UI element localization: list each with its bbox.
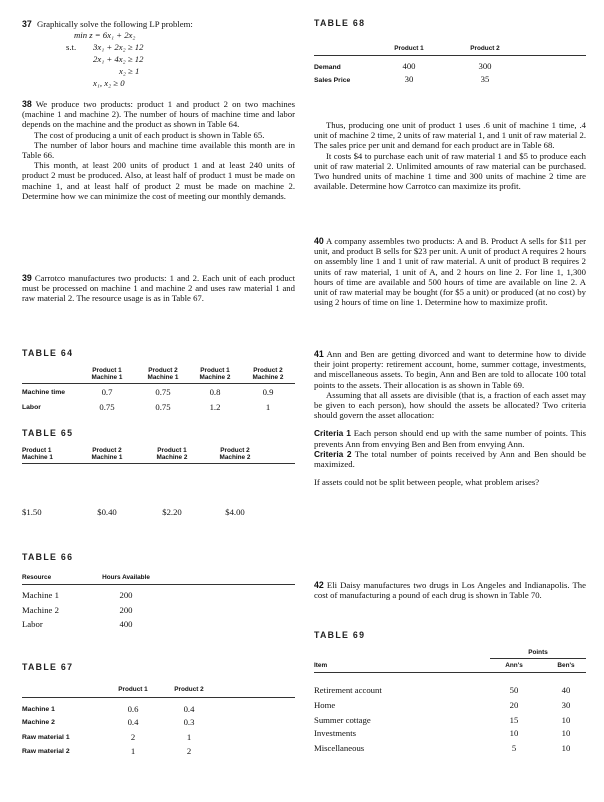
column-header: Hours Available: [102, 574, 150, 581]
table-cell: 10: [509, 728, 519, 738]
table-cell: 0.4: [127, 717, 139, 727]
table-rule: [314, 55, 586, 56]
table-rule: [22, 383, 295, 384]
column-header: Product 2 Machine 2: [252, 367, 284, 382]
row-label: Retirement account: [314, 685, 382, 695]
paragraph: It costs $4 to purchase each unit of raw material 1 and $5 to produce each unit of raw material 2. Unlimited amounts of raw material can be purchased. Two hundred units of machine 1 time and 300 units of machine 2 time are available. Determine how Carrotco can maximize its profit.: [314, 150, 586, 192]
column-header: Product 2: [174, 686, 204, 693]
row-label: Sales Price: [314, 77, 351, 84]
row-label: Miscellaneous: [314, 743, 365, 753]
table-cell: 10: [561, 715, 571, 725]
column-header: Product 1 Machine 2: [156, 447, 188, 462]
table-cell: 0.75: [155, 387, 171, 397]
table-cell: $4.00: [225, 507, 245, 517]
problem-39-continued: [314, 120, 586, 191]
row-label: Summer cottage: [314, 715, 371, 725]
column-header: Product 1 Machine 1: [91, 367, 123, 382]
column-header: Product 1 Machine 2: [199, 367, 231, 382]
table-cell: 0.6: [127, 704, 139, 714]
table-cell: 0.7: [101, 387, 113, 397]
row-label: Machine 1: [22, 706, 55, 713]
table-67: [22, 659, 295, 769]
table-rule: [314, 672, 586, 673]
table-cell: 400: [402, 61, 416, 71]
table-cell: 10: [561, 743, 571, 753]
paragraph-text: A company assembles two products: A and B. Product A sells for $11 per unit, and product B sells for $23 per unit. A unit of product A requires 2 hours on assembly line 1 and 1 unit of raw material. A unit of product B requires 2 units of raw material, 1 unit of A, and 2 hours on line 2. For line 1, 1,300 hours of time are available and 500 hours of time are available on line 2. A unit of raw material may be bought (for $5 a unit) or produced (at no cost) by using 2 hours of time on line 1. Determine how to maximize profit.: [314, 236, 586, 308]
table-caption: TABLE 67: [22, 662, 74, 672]
table-caption: TABLE 68: [314, 18, 366, 28]
column-header: Product 2: [470, 45, 500, 52]
table-rule: [22, 463, 295, 464]
problem-41: [314, 349, 586, 487]
row-label: Machine 1: [22, 590, 59, 600]
table-cell: $1.50: [22, 507, 42, 517]
problem-number: 41: [314, 349, 324, 359]
problem-number: 40: [314, 236, 324, 246]
paragraph: Thus, producing one unit of product 1 uses .6 unit of machine 1 time, .4 unit of machine 2 time, 2 units of raw material 1, and 1 unit of raw material 2. The sales price per unit and demand for each product are in Table 68.: [314, 120, 586, 151]
paragraph: Assuming that all assets are divisible (that is, a fraction of each asset may be given to each person), how should the assets be allocated? Two criteria should govern the asset allocation:: [314, 389, 586, 421]
table-cell: 2: [186, 746, 192, 756]
column-header: Resource: [22, 574, 52, 581]
table-cell: 2: [130, 732, 136, 742]
table-cell: 1: [186, 732, 192, 742]
problem-37: [22, 19, 295, 29]
column-group-header: Points: [528, 649, 548, 656]
lp-constraint-3: x₂ ≥ 1: [119, 66, 140, 76]
criteria-text: Each person should end up with the same number of points. This prevents Ann from envying Ben and Ben from envying Ann.: [314, 428, 586, 449]
table-cell: 15: [509, 715, 519, 725]
row-label: Home: [314, 700, 336, 710]
criteria-label: Criteria 2: [314, 448, 352, 459]
problem-38-para-4: This month, at least 200 units of product 1 and at least 240 units of product 2 must be produced. Also, at least half of product 1 must be made on machine 1, and at least half of product 2 must be made on machine 2. Determine how we can minimize the cost of meeting our monthly demands.: [22, 160, 295, 201]
row-label: Machine 2: [22, 605, 59, 615]
table-cell: 35: [480, 74, 490, 84]
column-header: Product 1: [118, 686, 148, 693]
table-cell: 0.3: [183, 717, 195, 727]
table-cell: 50: [509, 685, 519, 695]
table-cell: 0.8: [209, 387, 221, 397]
table-65: [22, 425, 295, 515]
problem-number: 38: [22, 99, 32, 109]
table-cell: $2.20: [162, 507, 182, 517]
paragraph-text: Carrotco manufactures two products: 1 and 2. Each unit of each product must be processed on machine 1 and machine 2 and uses raw material 1 and raw material 2. The resource usage is as in Table 67.: [22, 273, 296, 304]
row-label: Raw material 2: [22, 748, 70, 755]
column-header: Product 2 Machine 1: [147, 367, 179, 382]
paragraph: If assets could not be split between people, what problem arises?: [314, 477, 540, 488]
table-rule: [490, 658, 586, 659]
lp-constraint-1: 3x₁ + 2x₂ ≥ 12: [93, 42, 144, 52]
row-label: Investments: [314, 728, 356, 738]
table-cell: 1: [265, 402, 271, 412]
lp-constraint-2: 2x₁ + 4x₂ ≥ 12: [93, 54, 144, 64]
problem-38-para-3: The number of labor hours and machine time available this month are in Table 66.: [22, 139, 295, 161]
problem-40: [314, 236, 586, 307]
table-66: [22, 549, 295, 629]
column-header: Ann's: [505, 662, 523, 669]
table-cell: 1.2: [209, 402, 221, 412]
table-rule: [22, 584, 295, 585]
column-header: Ben's: [557, 662, 575, 669]
problem-42: [314, 580, 586, 600]
table-caption: TABLE 69: [314, 630, 366, 640]
table-cell: 5: [511, 743, 517, 753]
criteria-label: Criteria 1: [314, 428, 351, 439]
table-rule: [22, 697, 295, 698]
row-label: Demand: [314, 64, 341, 71]
lp-constraint-4: x₁, x₂ ≥ 0: [93, 78, 125, 88]
row-label: Raw material 1: [22, 734, 70, 741]
table-69: [314, 627, 586, 757]
table-caption: TABLE 66: [22, 552, 74, 562]
column-header: Product 2 Machine 2: [219, 447, 251, 462]
column-header: Product 1 Machine 1: [22, 447, 53, 462]
row-label: Machine time: [22, 389, 66, 396]
table-cell: 40: [561, 685, 571, 695]
column-header: Item: [314, 662, 328, 669]
table-cell: $0.40: [97, 507, 117, 517]
table-cell: 0.75: [155, 402, 171, 412]
row-label: Labor: [22, 619, 43, 629]
table-cell: 20: [509, 700, 519, 710]
lp-objective: min z = 6x₁ + 2x₂: [74, 30, 136, 40]
table-caption: TABLE 65: [22, 428, 74, 438]
column-header: Product 1: [394, 45, 424, 52]
column-header: Product 2 Machine 1: [91, 447, 123, 462]
table-cell: 0.9: [262, 387, 274, 397]
paragraph-text: We produce two products: product 1 and product 2 on two machines (machine 1 and machine 2). The number of hours of machine time and labor depends on the machine and the product as shown in Table 64.: [22, 99, 295, 130]
table-cell: 30: [404, 74, 414, 84]
row-label: Machine 2: [22, 719, 55, 726]
problem-number: 42: [314, 580, 324, 590]
table-cell: 30: [561, 700, 571, 710]
problem-38-para-1: [22, 99, 295, 130]
table-cell: 400: [119, 619, 133, 629]
criteria-1: [314, 428, 586, 448]
lp-st: s.t.: [66, 42, 77, 52]
problem-number: 37: [22, 19, 32, 29]
problem-number: 39: [22, 273, 32, 283]
table-cell: 300: [478, 61, 492, 71]
table-64: [22, 345, 295, 425]
table-cell: 200: [119, 590, 133, 600]
criteria-text: The total number of points received by Ann and Ben should be maximized.: [314, 448, 587, 470]
row-label: Labor: [22, 404, 41, 411]
table-cell: 0.4: [183, 704, 195, 714]
problem-38: [22, 99, 295, 201]
table-cell: 0.75: [99, 402, 115, 412]
problem-39: [22, 273, 295, 304]
table-cell: 1: [130, 746, 136, 756]
table-cell: 10: [561, 728, 571, 738]
problem-text: Graphically solve the following LP problem:: [36, 19, 193, 29]
paragraph-text: Ann and Ben are getting divorced and want to determine how to divide their joint property: retirement account, home, summer cottage, investments, and miscellaneous assets. To begin, Ann and Ben are told to allocate 100 total points to the assets. Their allocation is as shown in Table 69.: [314, 349, 586, 390]
criteria-2: [314, 449, 586, 469]
table-cell: 200: [119, 605, 133, 615]
table-68: [314, 15, 586, 95]
problem-38-para-2: The cost of producing a unit of each product is shown in Table 65.: [34, 129, 265, 140]
table-caption: TABLE 64: [22, 348, 74, 358]
paragraph-text: Eli Daisy manufactures two drugs in Los Angeles and Indianapolis. The cost of manufacturing a pound of each drug is shown in Table 70.: [314, 580, 587, 601]
